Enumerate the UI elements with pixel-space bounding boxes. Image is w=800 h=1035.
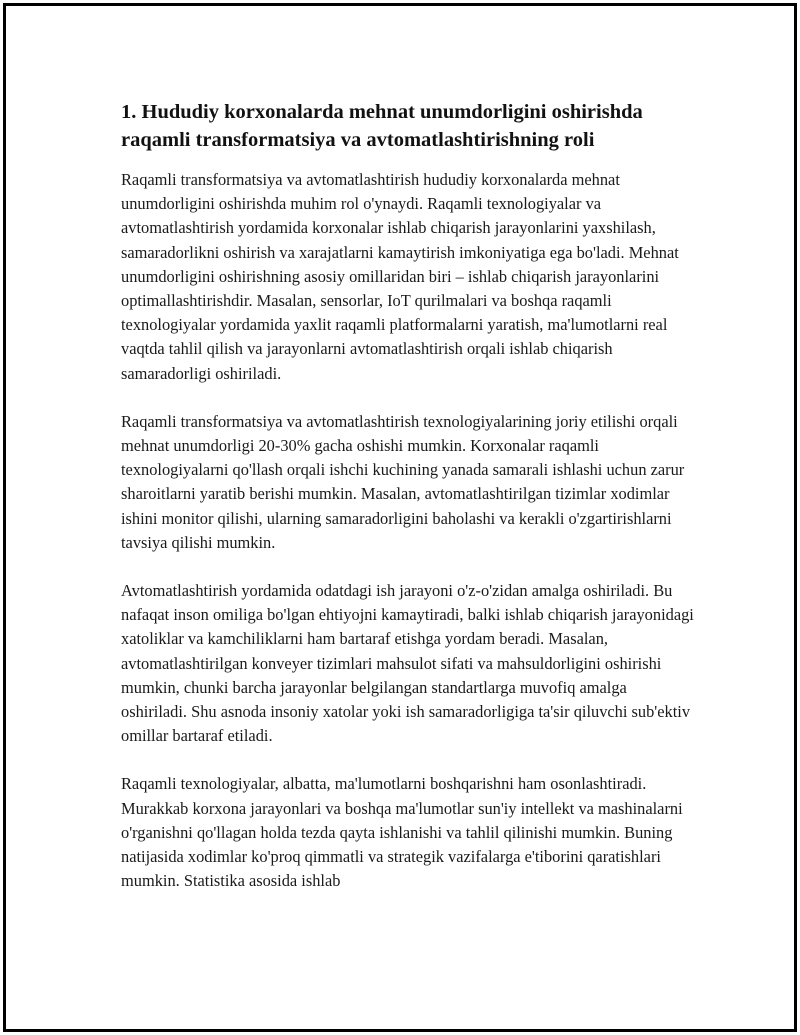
paragraph: Raqamli texnologiyalar, albatta, ma'lumotlarni boshqarishni ham osonlashtiradi. Murakkab korxona jarayonlari va boshqa ma'lumotlar sun'iy intellekt va mashinalarni o'rganishni qo'llagan holda tezda qayta ishlanishi va tahlil qilinishi mumkin. Buning natijasida xodimlar ko'proq qimmatli va strategik vazifalarga e'tiborini qaratishlari mumkin. Statistika asosida ishlab [121,774,683,891]
paragraph: Raqamli transformatsiya va avtomatlashtirish hududiy korxonalarda mehnat unumdorligini oshirishda muhim rol o'ynaydi. Raqamli texnologiyalar va avtomatlashtirish yordamida korxonalar ishlab chiqarish jarayonlarini yaxshilash, samaradorlikni oshirish va xarajatlarni kamaytirish imkoniyatiga ega bo'ladi. Mehnat unumdorligini oshirishning asosiy omillaridan biri – ishlab chiqarish jarayonlarini optimallashtirishdir. Masalan, sensorlar, IoT qurilmalari va boshqa raqamli texnologiyalar yordamida yaxlit raqamli platformalarni yaratish, ma'lumotlarni real vaqtda tahlil qilish va jarayonlarni avtomatlashtirish orqali ishlab chiqarish samaradorligi oshiriladi. [121,170,679,383]
paragraph: Avtomatlashtirish yordamida odatdagi ish jarayoni o'z-o'zidan amalga oshiriladi. Bu nafaqat inson omiliga bo'lgan ehtiyojni kamaytiradi, balki ishlab chiqarish jarayonidagi xatoliklar va kamchiliklarni ham bartaraf etishga yordam beradi. Masalan, avtomatlashtirilgan konveyer tizimlari mahsulot sifati va mahsuldorligini oshirishi mumkin, chunki barcha jarayonlar belgilangan standartlarga muvofiq amalga oshiriladi. Shu asnoda insoniy xatolar yoki ish samaradorligiga ta'sir qiluvchi sub'ektiv omillar bartaraf etiladi. [121,581,694,746]
page-frame [3,3,797,1032]
document-body [121,98,696,917]
section-heading: 1. Hududiy korxonalarda mehnat unumdorligini oshirishda raqamli transformatsiya va avtomatlashtirishning roli [121,101,643,151]
paragraph: Raqamli transformatsiya va avtomatlashtirish texnologiyalarining joriy etilishi orqali mehnat unumdorligi 20-30% gacha oshishi mumkin. Korxonalar raqamli texnologiyalarni qo'llash orqali ishchi kuchining yanada samarali ishlashi uchun zarur sharoitlarni yaratib berishi mumkin. Masalan, avtomatlashtirilgan tizimlar xodimlar ishini monitor qilishi, ularning samaradorligini baholashi va kerakli o'zgartirishlarni tavsiya qilishi mumkin. [121,411,685,552]
